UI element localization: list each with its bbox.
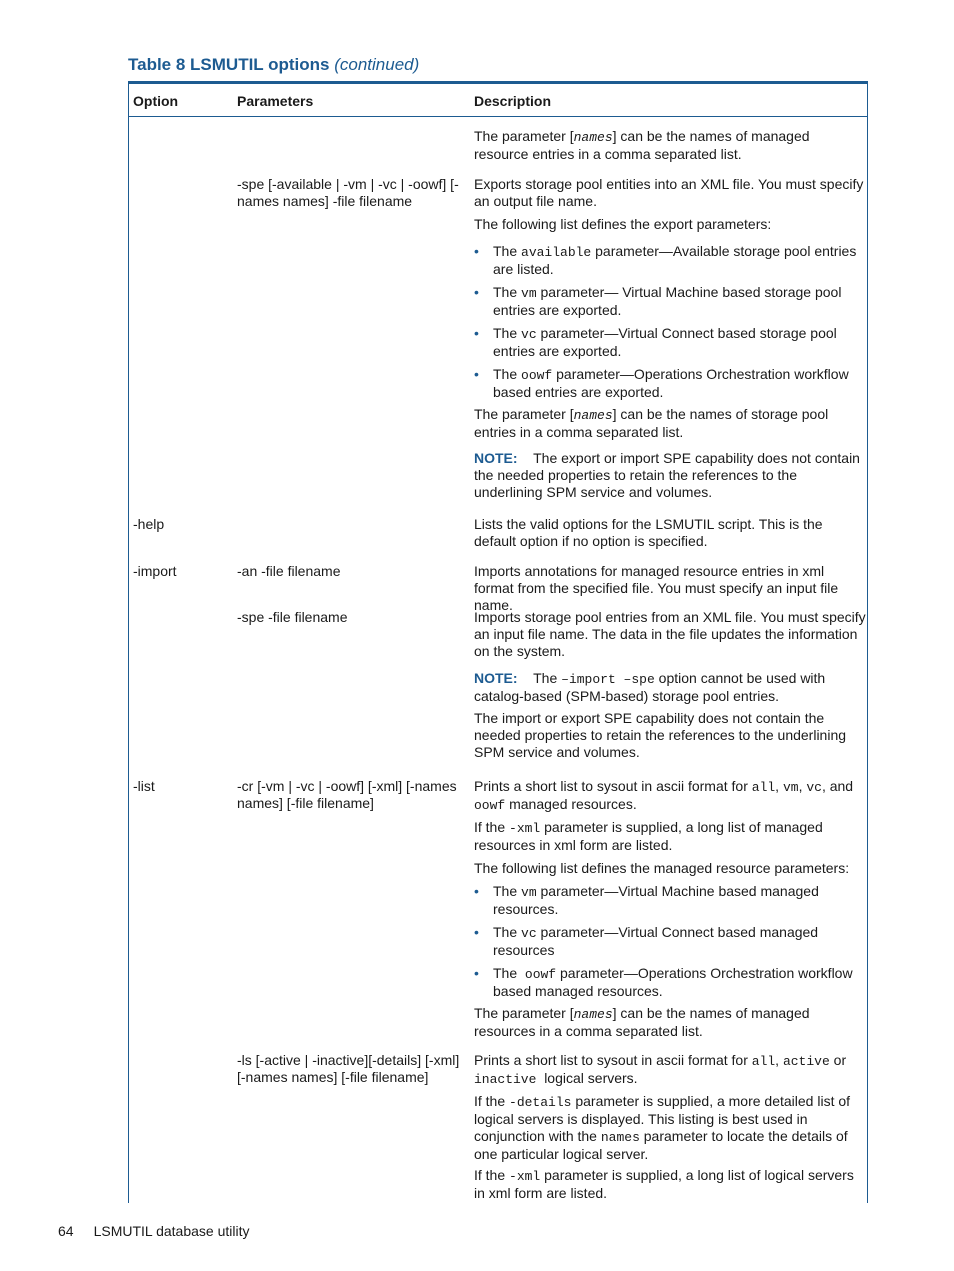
import-spe-params: -spe -file filename xyxy=(237,609,348,625)
option-import: -import xyxy=(133,563,177,579)
spe-export-params: -spe [-available | -vm | -vc | -oowf] [-names names] -file filename xyxy=(237,176,459,209)
help-desc: Lists the valid options for the LSMUTIL script. This is the default option if no option is specified. xyxy=(474,516,823,549)
bullet: • xyxy=(474,924,479,940)
list-item: The vc parameter—Virtual Connect based storage pool entries are exported. xyxy=(493,325,837,359)
header-description: Description xyxy=(474,93,552,109)
header-parameters: Parameters xyxy=(237,93,314,109)
list-cr-xml-desc: If the -xml parameter is supplied, a long list of managed resources in xml form are listed. xyxy=(474,819,823,853)
import-an-desc: Imports annotations for managed resource entries in xml format from the specified file. You must specify an input file name. xyxy=(474,563,839,613)
options-table xyxy=(128,81,868,1203)
list-ls-params: -ls [-active | -inactive][-details] [-xml] [-names names] [-file filename] xyxy=(237,1052,460,1085)
list-item: The vm parameter—Virtual Machine based managed resources. xyxy=(493,883,819,917)
import-note: NOTE: The –import –spe option cannot be used with catalog-based (SPM-based) storage pool entries. xyxy=(474,670,826,704)
list-ls-desc: Prints a short list to sysout in ascii format for all, active or inactive logical servers. xyxy=(474,1052,847,1087)
page-footer xyxy=(58,1223,249,1239)
list-cr-desc: Prints a short list to sysout in ascii format for all, vm, vc, and oowf managed resources. xyxy=(474,778,854,813)
bullet: • xyxy=(474,243,479,259)
spe-export-note: NOTE: The export or import SPE capability does not contain the needed properties to retain the references to the underlining SPM service and volumes. xyxy=(474,450,860,500)
list-ls-details-desc: If the -details parameter is supplied, a more detailed list of logical servers is displayed. This listing is best used in conjunction with the names parameter to locate the details of one particular logical server. xyxy=(474,1093,851,1162)
list-item: The oowf parameter—Operations Orchestration workflow based entries are exported. xyxy=(493,366,849,400)
table-title: Table 8 LSMUTIL options (continued) xyxy=(128,55,420,74)
footer-title: LSMUTIL database utility xyxy=(93,1223,250,1239)
bullet: • xyxy=(474,366,479,382)
bullet: • xyxy=(474,284,479,300)
spe-names-desc: The parameter [names] can be the names of storage pool entries in a comma separated list. xyxy=(474,406,829,440)
import-spe-caution: The import or export SPE capability does not contain the needed properties to retain the references to the underlining SPM service and volumes. xyxy=(474,710,847,760)
import-spe-desc: Imports storage pool entries from an XML file. You must specify an input file name. The data in the file updates the information on the system. xyxy=(474,609,866,659)
bullet: • xyxy=(474,883,479,899)
list-item: The vm parameter— Virtual Machine based storage pool entries are exported. xyxy=(493,284,842,318)
option-list: -list xyxy=(133,778,155,794)
list-item: The vc parameter—Virtual Connect based managed resources xyxy=(493,924,819,958)
list-cr-params: -cr [-vm | -vc | -oowf] [-xml] [-names names] [-file filename] xyxy=(237,778,457,811)
header-option: Option xyxy=(133,93,179,109)
list-ls-xml-desc: If the -xml parameter is supplied, a long list of logical servers in xml form are listed. xyxy=(474,1167,854,1201)
table-header xyxy=(129,84,867,117)
spe-export-desc: Exports storage pool entities into an XML file. You must specify an output file name. xyxy=(474,176,864,209)
spe-export-list-intro: The following list defines the export parameters: xyxy=(474,216,772,232)
list-cr-names-desc: The parameter [names] can be the names of managed resources in a comma separated list. xyxy=(474,1005,810,1039)
list-item: The oowf parameter—Operations Orchestration workflow based managed resources. xyxy=(493,965,853,999)
import-an-params: -an -file filename xyxy=(237,563,341,579)
list-cr-list-intro: The following list defines the managed resource parameters: xyxy=(474,860,850,876)
page-number: 64 xyxy=(58,1223,74,1239)
bullet: • xyxy=(474,325,479,341)
option-help: -help xyxy=(133,516,165,532)
names-desc: The parameter [names] can be the names of managed resource entries in a comma separated list. xyxy=(474,128,810,162)
bullet: • xyxy=(474,965,479,981)
list-item: The available parameter—Available storage pool entries are listed. xyxy=(493,243,857,277)
